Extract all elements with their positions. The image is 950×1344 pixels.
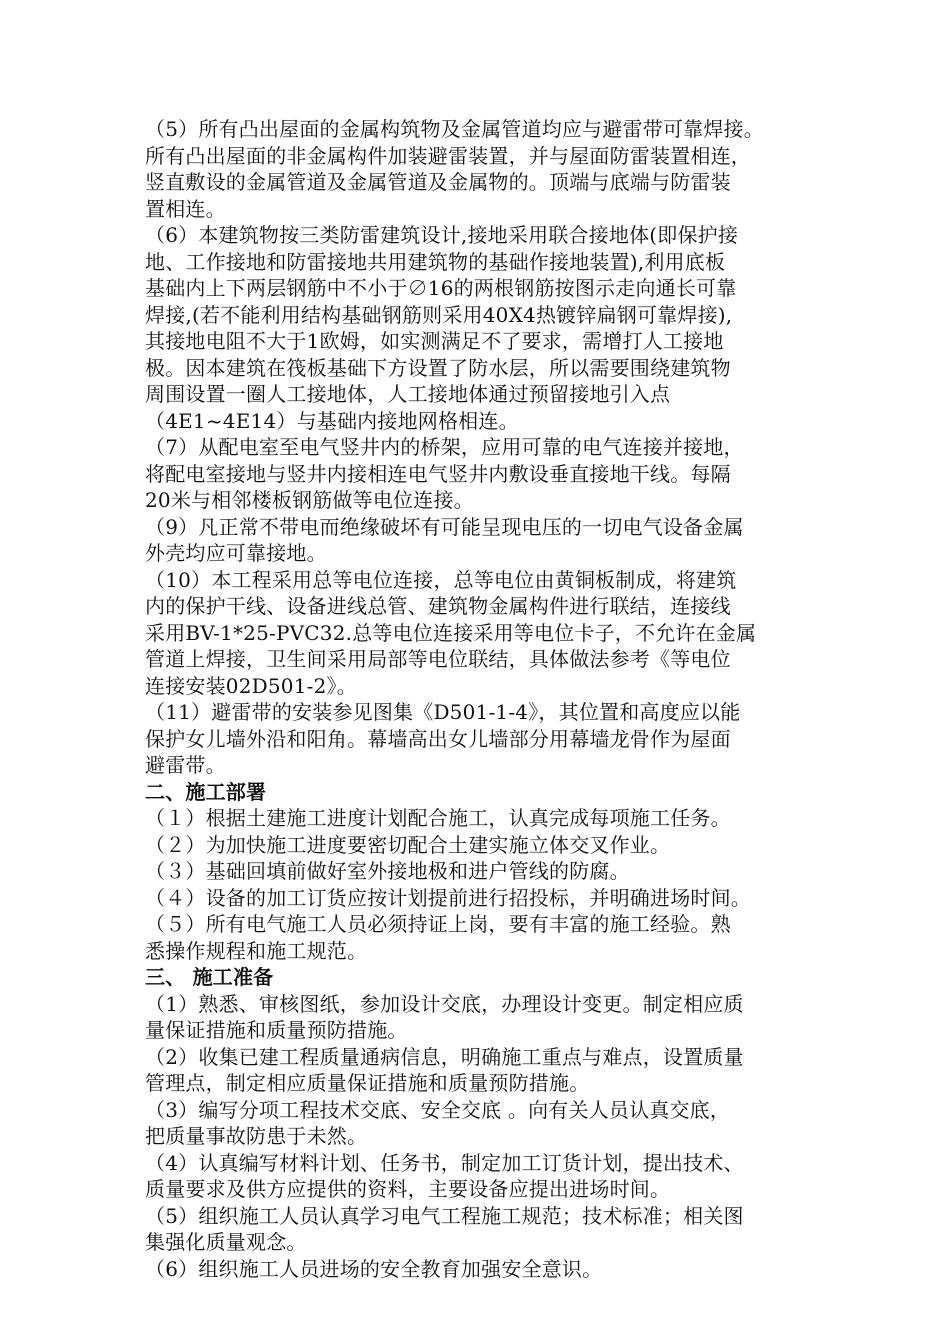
text-line: 集强化质量观念。 [145, 1230, 307, 1254]
text-line: 悉操作规程和施工规范。 [145, 938, 368, 963]
text-line: 质量要求及供方应提供的资料，主要设备应提出进场时间。 [145, 1177, 671, 1201]
text-line: 避雷带。 [145, 753, 226, 777]
text-line: （5）所有凸出屋面的金属构筑物及金属管道均应与避雷带可靠焊接。 [145, 117, 764, 141]
text-line: （6）本建筑物按三类防雷建筑设计,接地采用联合接地体(即保护接 [145, 223, 739, 247]
text-line: （11）避雷带的安装参见图集《D501-1-4》，其位置和高度应以能 [145, 700, 741, 724]
text-line: 内的保护干线、设备进线总管、建筑物金属构件进行联结，连接线 [145, 594, 731, 618]
text-line: （10）本工程采用总等电位连接，总等电位由黄铜板制成，将建筑 [145, 567, 737, 592]
text-line: （５）所有电气施工人员必须持证上岗，要有丰富的施工经验。熟 [145, 912, 731, 936]
document-page [145, 116, 825, 1282]
text-line: 其接地电阻不大于1欧姆，如实测满足不了要求，需增打人工接地 [145, 329, 724, 353]
text-line: 外壳均应可靠接地。 [145, 541, 327, 565]
text-line: 管理点，制定相应质量保证措施和质量预防措施。 [145, 1071, 590, 1095]
text-line: （7）从配电室至电气竖井内的桥架，应用可靠的电气连接并接地， [145, 435, 744, 459]
text-line: 置相连。 [145, 196, 226, 221]
text-line: 量保证措施和质量预防措施。 [145, 1018, 408, 1042]
text-line: 把质量事故防患于未然。 [145, 1124, 368, 1148]
text-line: 焊接,(若不能利用结构基础钢筋则采用40X4热镀锌扁钢可靠焊接), [145, 302, 733, 327]
text-line: （３）基础回填前做好室外接地极和进户管线的防腐。 [145, 859, 630, 883]
text-line: 采用BV-1*25-PVC32.总等电位连接采用等电位卡子，不允许在金属 [145, 620, 757, 645]
text-line: （5）组织施工人员认真学习电气工程施工规范；技术标准；相关图 [145, 1203, 744, 1228]
text-line: （4E1~4E14）与基础内接地网格相连。 [145, 408, 519, 433]
text-line: 管道上焊接，卫生间采用局部等电位联结，具体做法参考《等电位 [145, 647, 731, 671]
text-line: （6）组织施工人员进场的安全教育加强安全意识。 [145, 1256, 603, 1281]
text-line: 地、工作接地和防雷接地共用建筑物的基础作接地装置),利用底板 [145, 249, 726, 274]
text-line: 将配电室接地与竖井内接相连电气竖井内敷设垂直接地干线。每隔 [145, 461, 731, 486]
text-line: （１）根据土建施工进度计划配合施工，认真完成每项施工任务。 [145, 806, 731, 830]
text-line: （9）凡正常不带电而绝缘破坏有可能呈现电压的一切电气设备金属 [145, 514, 744, 539]
text-line: 周围设置一圈人工接地体，人工接地体通过预留接地引入点 [145, 382, 671, 406]
text-line: （2）收集已建工程质量通病信息，明确施工重点与难点，设置质量 [145, 1044, 744, 1069]
text-line: 所有凸出屋面的非金属构件加装避雷装置，并与屋面防雷装置相连， [145, 143, 751, 168]
text-line: （４）设备的加工订货应按计划提前进行招投标，并明确进场时间。 [145, 885, 751, 910]
text-line: （4）认真编写材料计划、任务书，制定加工订货计划，提出技术、 [145, 1150, 744, 1175]
text-line: 20米与相邻楼板钢筋做等电位连接。 [145, 488, 474, 512]
text-line: （1）熟悉、审核图纸，参加设计交底，办理设计变更。制定相应质 [145, 991, 744, 1016]
section-heading: 二、施工部署 [145, 779, 267, 804]
text-line: 连接安装02D501-2》。 [145, 673, 357, 698]
text-line: 基础内上下两层钢筋中不小于∅16的两根钢筋按图示走向通长可靠 [145, 276, 737, 300]
text-line: 保护女儿墙外沿和阳角。幕墙高出女儿墙部分用幕墙龙骨作为屋面 [145, 726, 731, 751]
text-line: （２）为加快施工进度要密切配合土建实施立体交叉作业。 [145, 832, 671, 857]
section-heading: 三、 施工准备 [145, 965, 274, 989]
text-line: 极。因本建筑在筏板基础下方设置了防水层，所以需要围绕建筑物 [145, 355, 731, 380]
text-line: 竖直敷设的金属管道及金属管道及金属物的。顶端与底端与防雷装 [145, 170, 731, 194]
text-line: （3）编写分项工程技术交底、安全交底 。向有关人员认真交底， [145, 1097, 731, 1122]
